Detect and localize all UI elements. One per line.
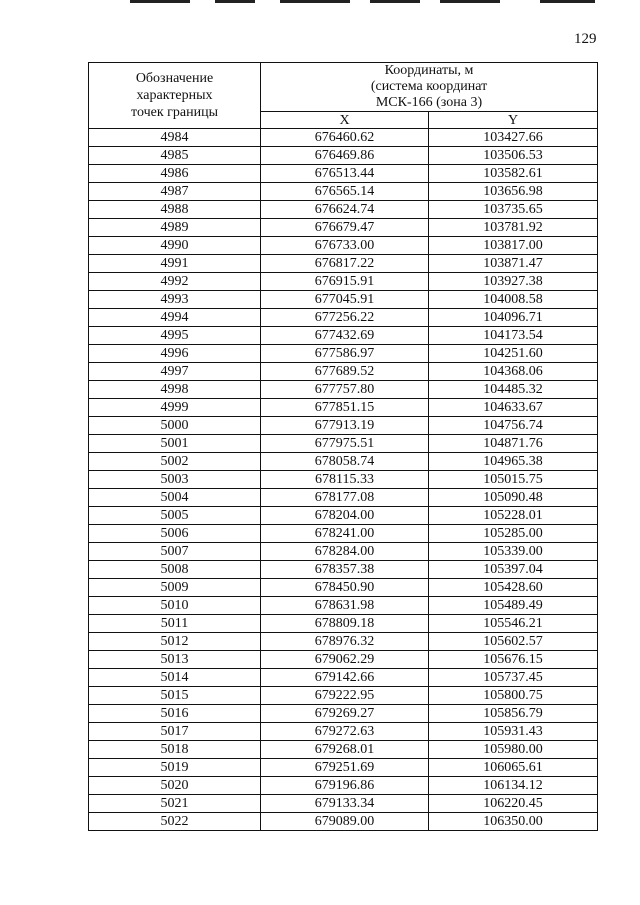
point-id-cell: 5002 bbox=[89, 453, 261, 471]
y-coordinate-cell: 104485.32 bbox=[429, 381, 598, 399]
x-coordinate-cell: 676817.22 bbox=[261, 255, 429, 273]
point-id-cell: 4997 bbox=[89, 363, 261, 381]
table-row bbox=[89, 597, 598, 615]
x-coordinate-cell: 677045.91 bbox=[261, 291, 429, 309]
y-coordinate-cell: 103735.65 bbox=[429, 201, 598, 219]
scan-top-marks bbox=[120, 0, 600, 8]
table-row bbox=[89, 561, 598, 579]
table-row bbox=[89, 651, 598, 669]
point-header-line-2: характерных bbox=[136, 88, 213, 103]
x-coordinate-cell: 679269.27 bbox=[261, 705, 429, 723]
point-id-cell: 5003 bbox=[89, 471, 261, 489]
point-id-cell: 5022 bbox=[89, 813, 261, 831]
table-row bbox=[89, 327, 598, 345]
table-row bbox=[89, 273, 598, 291]
y-coordinate-cell: 105931.43 bbox=[429, 723, 598, 741]
table-body bbox=[89, 129, 598, 831]
y-coordinate-cell: 103582.61 bbox=[429, 165, 598, 183]
x-coordinate-cell: 678284.00 bbox=[261, 543, 429, 561]
x-coordinate-cell: 678357.38 bbox=[261, 561, 429, 579]
table-row bbox=[89, 381, 598, 399]
x-coordinate-cell: 679133.34 bbox=[261, 795, 429, 813]
coord-header-line-2: (система координат bbox=[370, 79, 488, 94]
point-id-cell: 5021 bbox=[89, 795, 261, 813]
table-row bbox=[89, 399, 598, 417]
y-coordinate-cell: 103427.66 bbox=[429, 129, 598, 147]
point-id-cell: 4995 bbox=[89, 327, 261, 345]
x-column-header: X bbox=[261, 112, 429, 129]
y-coordinate-cell: 105980.00 bbox=[429, 741, 598, 759]
x-coordinate-cell: 676733.00 bbox=[261, 237, 429, 255]
x-coordinate-cell: 678058.74 bbox=[261, 453, 429, 471]
point-id-cell: 4989 bbox=[89, 219, 261, 237]
y-coordinate-cell: 104756.74 bbox=[429, 417, 598, 435]
y-coordinate-cell: 106134.12 bbox=[429, 777, 598, 795]
y-coordinate-cell: 103871.47 bbox=[429, 255, 598, 273]
x-coordinate-cell: 678976.32 bbox=[261, 633, 429, 651]
point-header-line-3: точек границы bbox=[131, 105, 218, 120]
point-id-cell: 5010 bbox=[89, 597, 261, 615]
y-coordinate-cell: 105015.75 bbox=[429, 471, 598, 489]
y-coordinate-cell: 105489.49 bbox=[429, 597, 598, 615]
table-row bbox=[89, 453, 598, 471]
table-row bbox=[89, 291, 598, 309]
x-coordinate-cell: 679222.95 bbox=[261, 687, 429, 705]
point-designation-header bbox=[89, 63, 261, 129]
table-row bbox=[89, 417, 598, 435]
x-coordinate-cell: 677975.51 bbox=[261, 435, 429, 453]
x-coordinate-cell: 677757.80 bbox=[261, 381, 429, 399]
y-coordinate-cell: 105737.45 bbox=[429, 669, 598, 687]
x-coordinate-cell: 676513.44 bbox=[261, 165, 429, 183]
table-row bbox=[89, 579, 598, 597]
y-coordinate-cell: 104251.60 bbox=[429, 345, 598, 363]
table-row bbox=[89, 363, 598, 381]
point-id-cell: 4988 bbox=[89, 201, 261, 219]
table-row bbox=[89, 759, 598, 777]
x-coordinate-cell: 678631.98 bbox=[261, 597, 429, 615]
point-id-cell: 5005 bbox=[89, 507, 261, 525]
y-coordinate-cell: 105602.57 bbox=[429, 633, 598, 651]
y-coordinate-cell: 105546.21 bbox=[429, 615, 598, 633]
y-coordinate-cell: 103656.98 bbox=[429, 183, 598, 201]
y-coordinate-cell: 105285.00 bbox=[429, 525, 598, 543]
table-row bbox=[89, 669, 598, 687]
point-id-cell: 4985 bbox=[89, 147, 261, 165]
point-id-cell: 4991 bbox=[89, 255, 261, 273]
point-id-cell: 5001 bbox=[89, 435, 261, 453]
table-row bbox=[89, 435, 598, 453]
y-coordinate-cell: 106350.00 bbox=[429, 813, 598, 831]
x-coordinate-cell: 677689.52 bbox=[261, 363, 429, 381]
x-coordinate-cell: 676624.74 bbox=[261, 201, 429, 219]
point-id-cell: 4990 bbox=[89, 237, 261, 255]
table-row bbox=[89, 525, 598, 543]
point-id-cell: 5020 bbox=[89, 777, 261, 795]
x-coordinate-cell: 677256.22 bbox=[261, 309, 429, 327]
point-id-cell: 4987 bbox=[89, 183, 261, 201]
x-coordinate-cell: 677432.69 bbox=[261, 327, 429, 345]
point-header-line-1: Обозначение bbox=[135, 71, 214, 86]
point-id-cell: 5017 bbox=[89, 723, 261, 741]
y-coordinate-cell: 105676.15 bbox=[429, 651, 598, 669]
x-coordinate-cell: 676915.91 bbox=[261, 273, 429, 291]
point-id-cell: 4986 bbox=[89, 165, 261, 183]
table-row bbox=[89, 237, 598, 255]
x-coordinate-cell: 676565.14 bbox=[261, 183, 429, 201]
table-row bbox=[89, 201, 598, 219]
x-coordinate-cell: 678204.00 bbox=[261, 507, 429, 525]
point-id-cell: 5014 bbox=[89, 669, 261, 687]
table-row bbox=[89, 633, 598, 651]
y-coordinate-cell: 105800.75 bbox=[429, 687, 598, 705]
point-id-cell: 4984 bbox=[89, 129, 261, 147]
table-row bbox=[89, 723, 598, 741]
point-id-cell: 5013 bbox=[89, 651, 261, 669]
x-coordinate-cell: 677586.97 bbox=[261, 345, 429, 363]
point-id-cell: 5018 bbox=[89, 741, 261, 759]
y-coordinate-cell: 103817.00 bbox=[429, 237, 598, 255]
point-id-cell: 4999 bbox=[89, 399, 261, 417]
x-coordinate-cell: 676460.62 bbox=[261, 129, 429, 147]
y-coordinate-cell: 104871.76 bbox=[429, 435, 598, 453]
y-coordinate-cell: 104633.67 bbox=[429, 399, 598, 417]
y-coordinate-cell: 105090.48 bbox=[429, 489, 598, 507]
page-number: 129 bbox=[574, 31, 597, 47]
table-row bbox=[89, 183, 598, 201]
y-coordinate-cell: 105339.00 bbox=[429, 543, 598, 561]
x-coordinate-cell: 679268.01 bbox=[261, 741, 429, 759]
y-coordinate-cell: 104008.58 bbox=[429, 291, 598, 309]
coord-header-line-1: Координаты, м bbox=[384, 63, 474, 78]
y-coordinate-cell: 105228.01 bbox=[429, 507, 598, 525]
y-coordinate-cell: 103781.92 bbox=[429, 219, 598, 237]
table-row bbox=[89, 219, 598, 237]
table-row bbox=[89, 165, 598, 183]
y-coordinate-cell: 106065.61 bbox=[429, 759, 598, 777]
x-coordinate-cell: 677913.19 bbox=[261, 417, 429, 435]
y-coordinate-cell: 106220.45 bbox=[429, 795, 598, 813]
x-coordinate-cell: 677851.15 bbox=[261, 399, 429, 417]
x-coordinate-cell: 679142.66 bbox=[261, 669, 429, 687]
table-row bbox=[89, 471, 598, 489]
y-coordinate-cell: 105856.79 bbox=[429, 705, 598, 723]
y-coordinate-cell: 105428.60 bbox=[429, 579, 598, 597]
point-id-cell: 5009 bbox=[89, 579, 261, 597]
point-id-cell: 5008 bbox=[89, 561, 261, 579]
point-id-cell: 5016 bbox=[89, 705, 261, 723]
point-id-cell: 4996 bbox=[89, 345, 261, 363]
y-coordinate-cell: 104965.38 bbox=[429, 453, 598, 471]
table-row bbox=[89, 615, 598, 633]
point-id-cell: 5004 bbox=[89, 489, 261, 507]
x-coordinate-cell: 678115.33 bbox=[261, 471, 429, 489]
x-coordinate-cell: 679272.63 bbox=[261, 723, 429, 741]
x-coordinate-cell: 679196.86 bbox=[261, 777, 429, 795]
y-coordinate-cell: 103506.53 bbox=[429, 147, 598, 165]
table-row bbox=[89, 777, 598, 795]
point-id-cell: 5007 bbox=[89, 543, 261, 561]
table-row bbox=[89, 255, 598, 273]
coordinates-table bbox=[88, 62, 598, 831]
y-coordinate-cell: 103927.38 bbox=[429, 273, 598, 291]
point-id-cell: 4993 bbox=[89, 291, 261, 309]
x-coordinate-cell: 678450.90 bbox=[261, 579, 429, 597]
y-column-header: Y bbox=[429, 112, 598, 129]
point-id-cell: 4998 bbox=[89, 381, 261, 399]
y-coordinate-cell: 105397.04 bbox=[429, 561, 598, 579]
x-coordinate-cell: 678809.18 bbox=[261, 615, 429, 633]
table-row bbox=[89, 705, 598, 723]
y-coordinate-cell: 104096.71 bbox=[429, 309, 598, 327]
y-coordinate-cell: 104368.06 bbox=[429, 363, 598, 381]
table-row bbox=[89, 507, 598, 525]
point-id-cell: 4992 bbox=[89, 273, 261, 291]
table-row bbox=[89, 345, 598, 363]
x-coordinate-cell: 679089.00 bbox=[261, 813, 429, 831]
table-row bbox=[89, 795, 598, 813]
point-id-cell: 5000 bbox=[89, 417, 261, 435]
x-coordinate-cell: 676679.47 bbox=[261, 219, 429, 237]
point-id-cell: 5006 bbox=[89, 525, 261, 543]
table-row bbox=[89, 813, 598, 831]
table-row bbox=[89, 129, 598, 147]
table-row bbox=[89, 741, 598, 759]
x-coordinate-cell: 679251.69 bbox=[261, 759, 429, 777]
x-coordinate-cell: 676469.86 bbox=[261, 147, 429, 165]
x-coordinate-cell: 678241.00 bbox=[261, 525, 429, 543]
point-id-cell: 4994 bbox=[89, 309, 261, 327]
point-id-cell: 5011 bbox=[89, 615, 261, 633]
x-coordinate-cell: 678177.08 bbox=[261, 489, 429, 507]
point-id-cell: 5015 bbox=[89, 687, 261, 705]
x-coordinate-cell: 679062.29 bbox=[261, 651, 429, 669]
coordinates-header bbox=[261, 63, 598, 112]
table-row bbox=[89, 147, 598, 165]
table-row bbox=[89, 489, 598, 507]
coord-header-line-3: МСК-166 (зона 3) bbox=[375, 95, 483, 110]
point-id-cell: 5019 bbox=[89, 759, 261, 777]
point-id-cell: 5012 bbox=[89, 633, 261, 651]
table-row bbox=[89, 687, 598, 705]
y-coordinate-cell: 104173.54 bbox=[429, 327, 598, 345]
table-row bbox=[89, 309, 598, 327]
table-row bbox=[89, 543, 598, 561]
